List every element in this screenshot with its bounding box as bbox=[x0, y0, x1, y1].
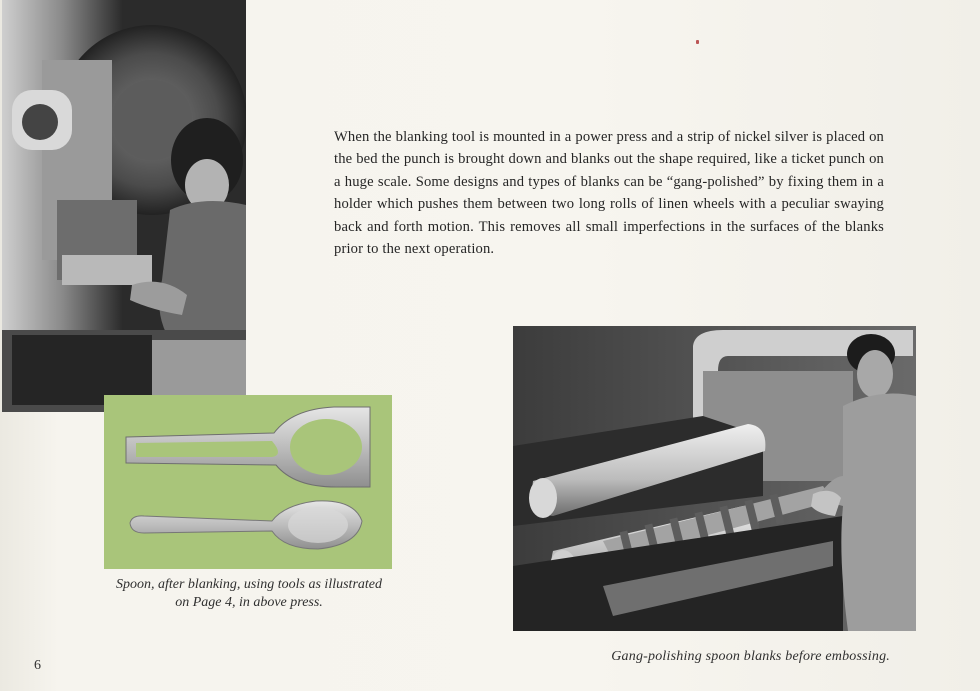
power-press-photo bbox=[2, 0, 246, 412]
page-number: 6 bbox=[34, 658, 41, 673]
body-paragraph: When the blanking tool is mounted in a power press and a strip of nickel silver is placed on the bed the punch is brought down and blanks out the shape required, like a ticket punch on a huge scale. Some designs and types of blanks can be “gang-polished” by fixing them in a holder which pushes them between two long rolls of linen wheels with a peculiar swaying back and forth motion. This removes all small imperfections in the surfaces of the blanks prior to the next operation. bbox=[334, 129, 884, 258]
spoon-blank-photo bbox=[104, 395, 392, 569]
polishing-caption: Gang-polishing spoon blanks before embossing. bbox=[611, 649, 890, 664]
gang-polishing-photo bbox=[513, 326, 916, 631]
print-mark bbox=[696, 40, 699, 44]
spoon-caption: Spoon, after blanking, using tools as illustrated on Page 4, in above press. bbox=[115, 577, 382, 610]
